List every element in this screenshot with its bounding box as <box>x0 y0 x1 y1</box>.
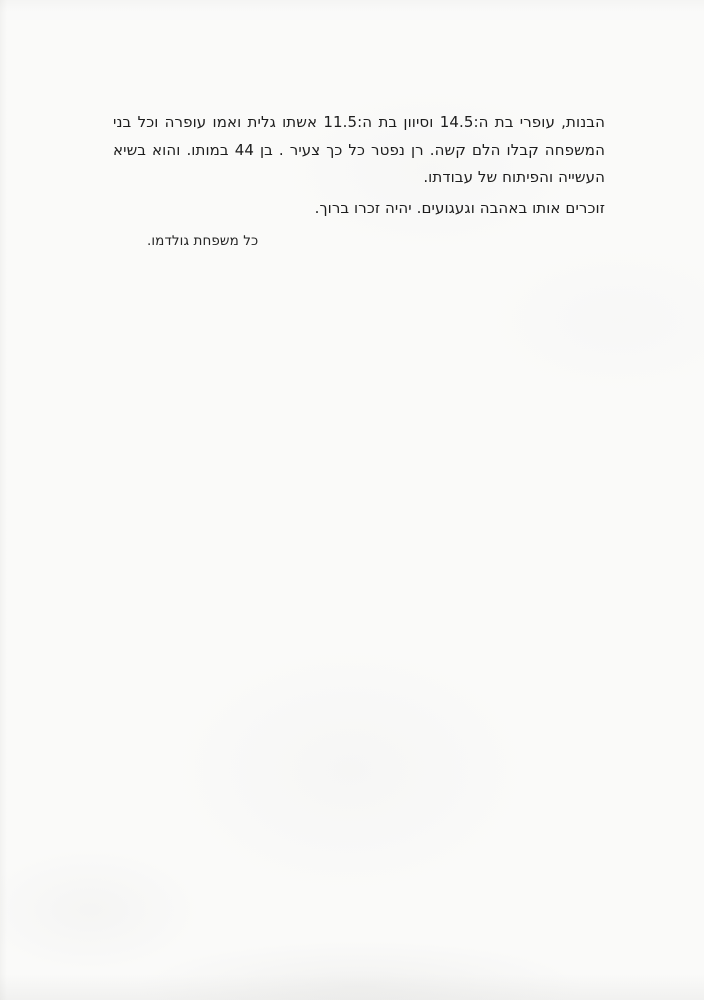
letter-body-line-3: העשייה והפיתוח של עבודתו. <box>423 168 605 186</box>
letter-text-block <box>113 109 605 251</box>
letter-body-line-2: המשפחה קבלו הלם קשה. רן נפטר כל כך צעיר . בן 44 במותו. והוא בשיא <box>113 140 605 159</box>
letter-closing-line: זוכרים אותו באהבה וגעגועים. יהיה זכרו ברוך. <box>314 198 605 217</box>
letter-body-line-1: הבנות, עופרי בת ה:14.5 וסיוון בת ה:11.5 אשתו גלית ואמו עופרה וכל בני <box>113 113 605 131</box>
letter-signature-line: כל משפחת גולדמו. <box>147 233 259 249</box>
